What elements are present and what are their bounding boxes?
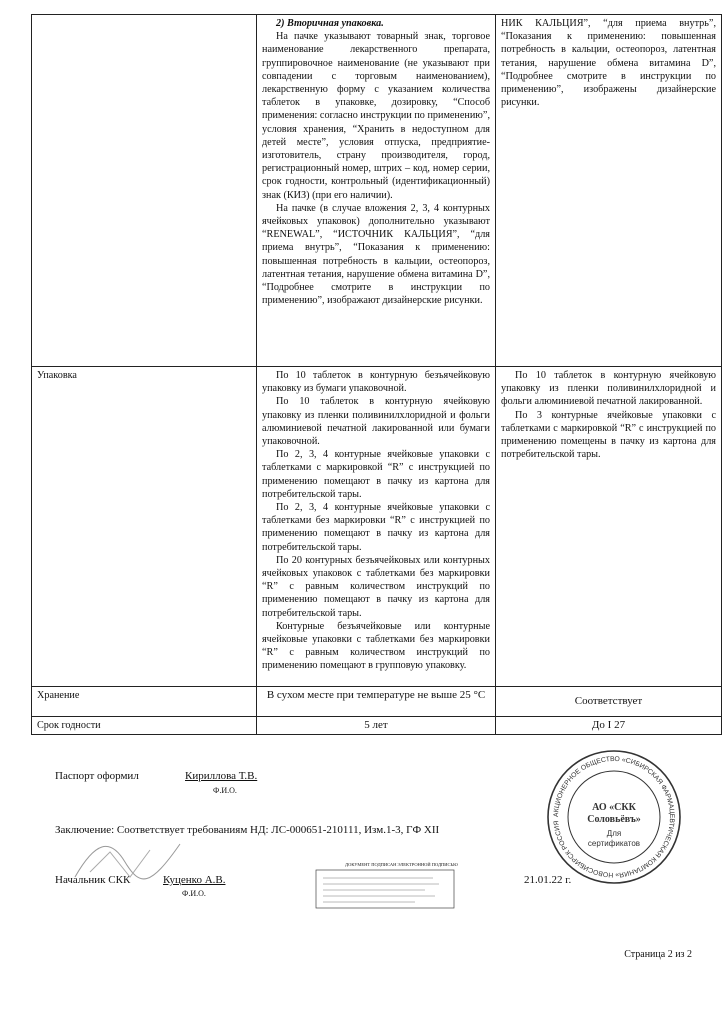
row4-label: Срок годности: [32, 717, 257, 735]
row2-col2-p4: По 2, 3, 4 контурные ячейковые упаковки с таблетками без маркировки “R” с инструкцией по применению помещают в пачку из картона для потребительской тары.: [262, 502, 490, 553]
conclusion: Заключение: Соответствует требованиям НД: ЛС-000651-210111, Изм.1-3, ГФ XII: [55, 824, 440, 836]
stamp-b1: Для: [606, 829, 622, 838]
row1-col3-text: НИК КАЛЬЦИЯ”, “для приема внутрь”, “Показания к применению: повышенная потребность в кальции, остеопороз, латентная тетания, нарушение обмена витамина D”, “Подробнее смотрите в инструкции по применению”, изображены дизайнерские рисунки.: [501, 18, 716, 109]
passport-label: Паспорт оформил: [55, 770, 139, 782]
spec-table: [31, 14, 722, 735]
e-signature-block: [315, 862, 458, 910]
row1-col2-p1: На пачке указывают товарный знак, торговое наименование лекарственного препарата, группировочное наименование (не указывают при совпадении с торговым наименованием), лекарственную форму с указанием количества таблеток в упаковке, дозировку, “Способ применения: согласно инструкции по применению”, условия хранения, “Хранить в недоступном для детей месте”, условия отпуска, предприятие-изготовитель, страну производителя, город, регистрационный номер, штрих – код, номер серии, срок годности, контрольный (идентификационный) знак (КИЗ) (при его наличии).: [262, 31, 490, 201]
company-stamp: [545, 748, 683, 886]
row1-col2: [257, 15, 496, 367]
table-row: [32, 15, 722, 367]
row2-col2-p3: По 2, 3, 4 контурные ячейковые упаковки с таблетками с маркировкой “R” с инструкцией по применению помещают в пачку из картона для потребительской тары.: [262, 449, 490, 500]
row2-col2-p1: По 10 таблеток в контурную безъячейковую упаковку из бумаги упаковочной.: [262, 370, 490, 395]
row2-col3-p1: По 10 таблеток в контурную ячейковую упаковку из пленки поливинилхлоридной и фольги алюминиевой печатной лакированной.: [501, 370, 716, 408]
fio-caption-1: Ф.И.О.: [213, 786, 237, 795]
row3-label: Хранение: [32, 687, 257, 717]
row2-col3: [496, 367, 722, 687]
row2-col2-p5: По 20 контурных безъячейковых или контурных ячейковых упаковок с таблетками без маркировки “R” с равным количеством инструкций по применению помещают в пачку из картона для потребительской тары.: [262, 554, 490, 619]
e-signature-title: ДОКУМЕНТ ПОДПИСАН ЭЛЕКТРОННОЙ ПОДПИСЬЮ: [345, 862, 458, 867]
fio-caption-2: Ф.И.О.: [182, 889, 206, 898]
row1-label: [32, 15, 257, 367]
chief-label: Начальник СКК: [55, 874, 131, 886]
row2-col2-p6: Контурные безъячейковые или контурные ячейковые упаковки с таблетками без маркировки “R” с равным количеством инструкций по применению помещают в групповую упаковку.: [262, 620, 490, 672]
table-row: [32, 717, 722, 735]
row2-label: Упаковка: [32, 367, 257, 687]
row3-col3: Соответствует: [496, 687, 722, 717]
stamp-ring-path: АКЦИОНЕРНОЕ ОБЩЕСТВО «СИБИРСКАЯ ФАРМАЦЕВТИЧЕСКАЯ КОМПАНИЯ» НОВОСИБИРСК РОССИЯ: [552, 755, 676, 879]
chief-name: Куценко А.В.: [163, 874, 226, 886]
row2-col2-p2: По 10 таблеток в контурную ячейковую упаковку из пленки поливинилхлоридной и фольги алюминиевой печатной лакированной или бумаги упаковочной.: [262, 396, 490, 448]
signature: [70, 832, 190, 892]
row1-col2-p2: На пачке (в случае вложения 2, 3, 4 контурных ячейковых упаковок) дополнительно указывают “RENEWAL”, “ИСТОЧНИК КАЛЬЦИЯ”, “для приема внутрь”, “Показания к применению: повышенная потребность в кальции, остеопороз, латентная тетания, нарушение обмена витамина D”, “Подробнее смотрите в инструкции по применению”, изображают дизайнерские рисунки.: [262, 202, 490, 307]
date: 21.01.22 г.: [524, 874, 572, 886]
row1-heading: 2) Вторичная упаковка.: [276, 18, 384, 29]
table-row: [32, 687, 722, 717]
row2-col3-p2: По 3 контурные ячейковые упаковки с таблетками с маркировкой “R” с инструкцией по применению помещены в пачку из картона для потребительской тары.: [501, 409, 716, 461]
row1-col3: [496, 15, 722, 367]
stamp-c2: Соловьёвъ»: [587, 814, 641, 825]
e-signature-frame: [315, 862, 455, 910]
row4-col3: До I 27: [496, 717, 722, 735]
row3-col2: В сухом месте при температуре не выше 25 °С: [257, 687, 496, 717]
passport-name: Кириллова Т.В.: [185, 770, 258, 782]
row4-col2: 5 лет: [257, 717, 496, 735]
stamp-c1: АО «СКК: [592, 802, 636, 813]
row2-col2: [257, 367, 496, 687]
page-number: Страница 2 из 2: [624, 949, 692, 960]
table-row: [32, 367, 722, 687]
stamp-b2: сертификатов: [587, 839, 641, 848]
